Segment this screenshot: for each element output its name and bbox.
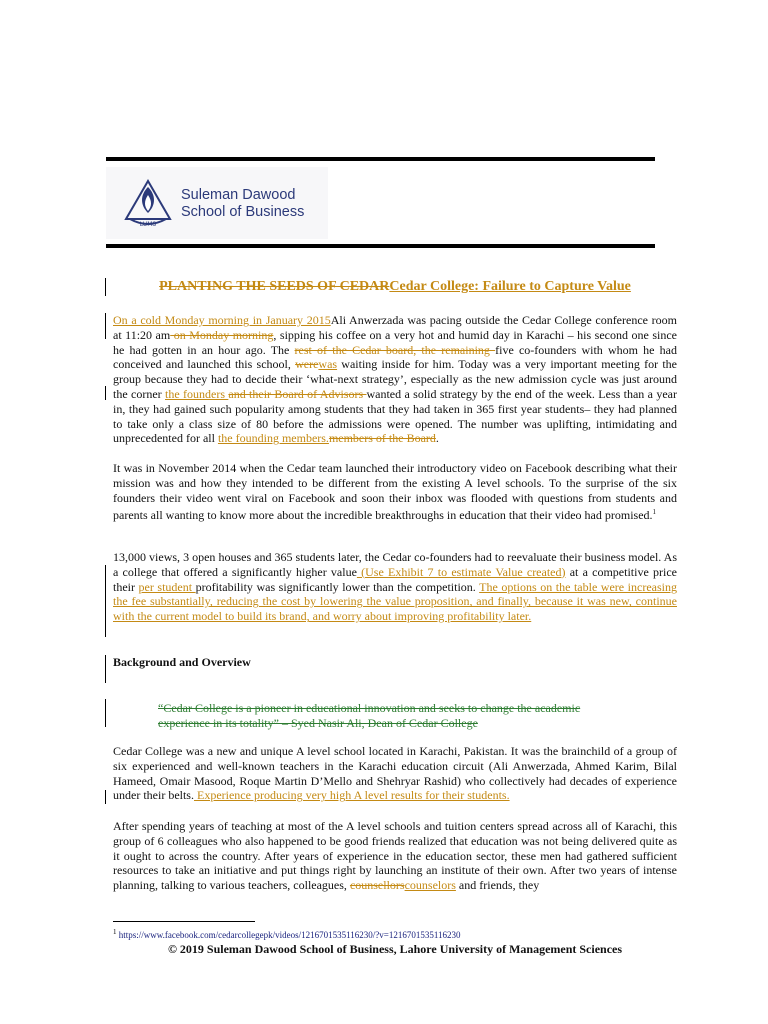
header-rule-top: [106, 157, 655, 161]
change-bar: [105, 278, 106, 296]
body-text: Ali Anwerzada was pacing outside the Cedar College conference room at 11:20 am: [113, 313, 677, 342]
paragraph-1: [113, 313, 677, 446]
inserted-text: counselors: [404, 878, 456, 893]
school-logo: [106, 167, 328, 239]
body-text: Cedar College was a new and unique A level school located in Karachi, Pakistan. It was the brainchild of a group of six experienced and well-known teachers in the Karachi education circuit (Ali Anwerzada, Ahmed Karim, Bilal Hameed, Omair Masood, Roque Martin D’Mello and Shehryar Rashid) who collectively had decades of experience under their belts.: [113, 744, 677, 803]
deleted-text: members of the Board: [328, 431, 436, 446]
inserted-text: Experience producing very high A level results for their students.: [193, 788, 510, 803]
deleted-text: counsellors: [349, 878, 405, 893]
inserted-text: the founders: [165, 386, 229, 401]
inserted-text: the founding members.: [217, 431, 329, 446]
body-text: five co-founders with whom he had conceived and launched this school,: [113, 342, 677, 372]
logo-line-2: School of Business: [181, 204, 305, 220]
paragraph-4: [113, 744, 677, 803]
inserted-text: per student: [138, 579, 196, 594]
document-title: [113, 279, 677, 295]
deleted-text: and their Board of Advisors: [228, 386, 367, 401]
change-bar: [105, 655, 106, 683]
body-text: waiting inside for him. Today was a very important meeting for the group because they had to decide their ‘what-next strategy’, especially as the new admission cycle was just around the corner: [113, 357, 677, 401]
copyright-footer: © 2019 Suleman Dawood School of Business, Lahore University of Management Sciences: [167, 942, 623, 956]
change-bar: [105, 386, 106, 400]
quote-text: “Cedar College is a pioneer in educational innovation and seeks to change the academic experience in its totality” – Syed Nasir Ali, Dean of Cedar College: [158, 701, 581, 730]
title-inserted: Cedar College: Failure to Capture Value: [389, 279, 631, 294]
deleted-quote: [158, 701, 634, 731]
inserted-text: was: [318, 357, 338, 372]
change-bar: [105, 790, 106, 804]
inserted-text: The options on the table were increasing the fee substantially, reducing the cost by lowering the value proposition, and finally, because it was new, continue with the current model to build its brand, and worry about improving profitability later.: [113, 579, 677, 624]
change-bar: [105, 565, 106, 637]
footnote-separator: [113, 921, 255, 922]
deleted-text: were: [295, 357, 319, 372]
logo-emblem-text: LUMS: [139, 221, 157, 228]
header-rule-bottom: [106, 244, 655, 248]
body-text: 13,000 views, 3 open houses and 365 students later, the Cedar co-founders had to reevaluate their business model. As a college that offered a significantly higher value: [113, 550, 677, 579]
footnote-number: 1: [113, 928, 117, 936]
change-bar: [105, 699, 106, 727]
section-heading: Background and Overview: [113, 655, 251, 669]
paragraph-5: [113, 819, 677, 893]
body-text: .: [435, 431, 439, 446]
body-text: After spending years of teaching at most of the A level schools and tuition centers spread across all of Karachi, this group of 6 colleagues who also happened to be good friends realized that education was not being delivered quite as it ought to across the country. After years of experience in the education sector, these men had gathered sufficient resources to take an initiative and put things right by launching an institute of their own. After two years of intense planning, talking to various teachers, colleagues,: [113, 819, 677, 893]
paragraph-2: [113, 461, 677, 523]
body-text: at a competitive price their: [113, 564, 677, 594]
footnote-link[interactable]: https://www.facebook.com/cedarcollegepk/videos/1216701535116230/?v=1216701535116230: [118, 930, 461, 940]
inserted-text: On a cold Monday morning in January 2015: [113, 313, 331, 327]
body-text: profitability was significantly lower than the competition.: [195, 579, 480, 594]
footnote: [113, 928, 461, 940]
title-deleted: PLANTING THE SEEDS OF CEDAR: [159, 279, 390, 294]
body-text: and friends, they: [455, 878, 540, 893]
body-text: , sipping his coffee on a very hot and humid day in Karachi – his second one since he had gotten in an hour ago. The: [113, 327, 677, 357]
change-bar: [105, 313, 106, 339]
body-text: It was in November 2014 when the Cedar team launched their introductory video on Facebook describing what their mission was and how they intended to be different from the existing A level schools. To the surprise of the six founders their video went viral on Facebook and soon their inbox was flooded with questions from students and parents all wanting to know more about the incredible breakthroughs in education that their video had promised.: [113, 461, 677, 523]
body-text: wanted a solid strategy by the end of the week. Less than a year in, they had gained such popularity among students that they had taken in 365 first year students– they had planned to take only a class size of 80 before the admissions were opened. The number was uplifting, intimidating and unprecedented for all: [113, 386, 677, 446]
logo-line-1: Suleman Dawood: [181, 187, 296, 203]
deleted-text: on Monday morning: [170, 327, 274, 342]
paragraph-3: [113, 550, 677, 624]
lums-emblem-icon: [118, 173, 178, 233]
inserted-text: (Use Exhibit 7 to estimate Value created): [356, 564, 566, 579]
footnote-ref[interactable]: 1: [652, 508, 657, 517]
deleted-text: rest of the Cedar board, the remaining: [294, 342, 496, 357]
